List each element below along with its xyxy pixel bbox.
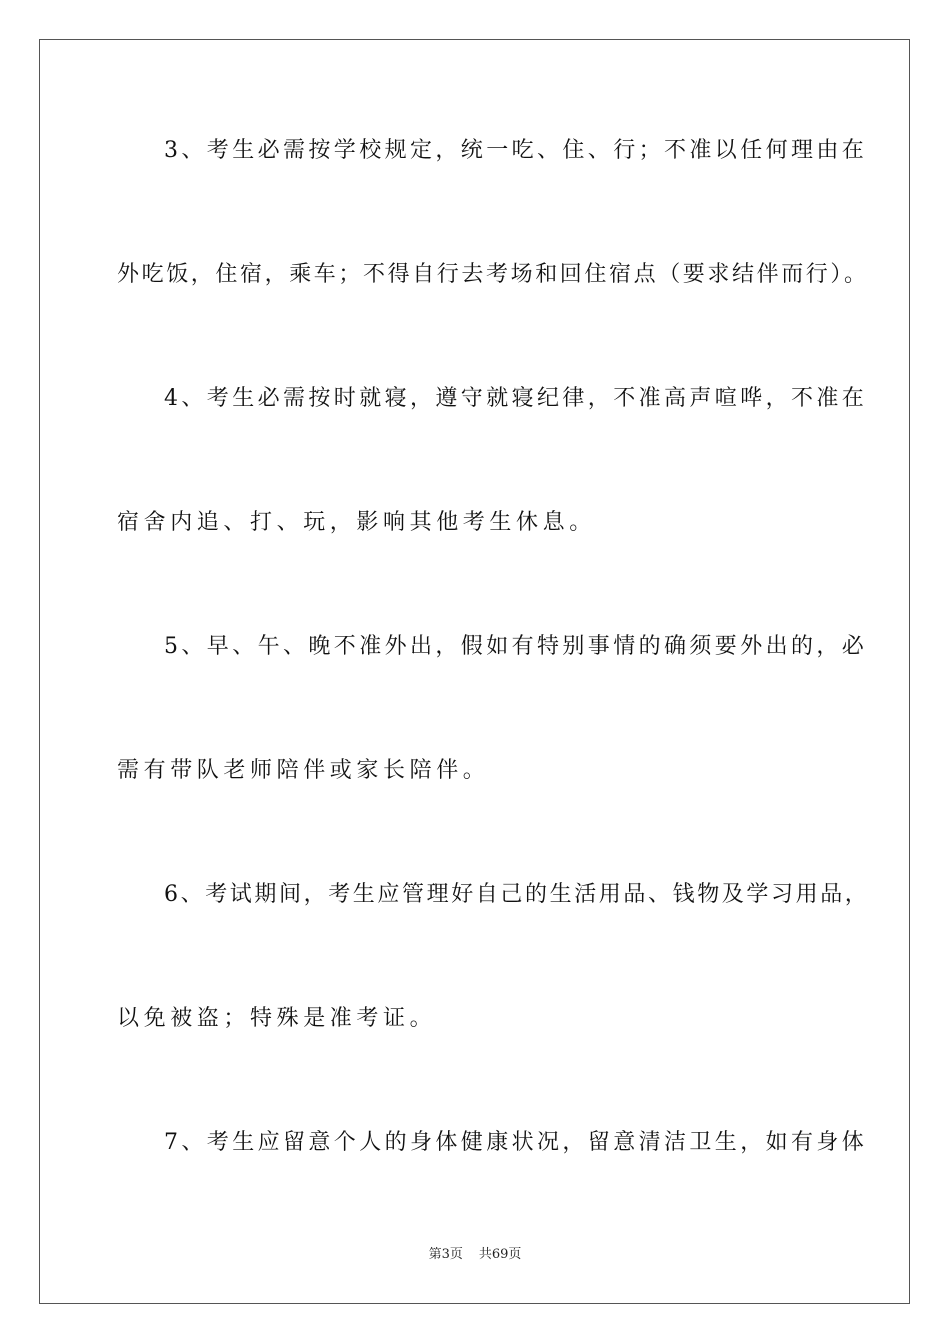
page-number: 第3页 [428, 1247, 463, 1262]
page-footer [0, 1246, 950, 1264]
page-total: 共69页 [478, 1247, 522, 1262]
paragraph-5-line-1: 5、早、午、晚不准外出，假如有特别事情的确须要外出的，必 [164, 634, 868, 659]
paragraph-6-line-1: 6、考试期间，考生应管理好自己的生活用品、钱物及学习用品， [164, 882, 870, 907]
paragraph-4-line-2: 宿舍内追、打、玩，影响其他考生休息。 [117, 510, 596, 535]
paragraph-7-line-1: 7、考生应留意个人的身体健康状况，留意清洁卫生，如有身体 [164, 1130, 868, 1155]
paragraph-6-line-2: 以免被盗；特殊是准考证。 [117, 1006, 437, 1031]
paragraph-3-line-1: 3、考生必需按学校规定，统一吃、住、行；不准以任何理由在 [164, 138, 868, 163]
paragraph-4-line-1: 4、考生必需按时就寝，遵守就寝纪律，不准高声喧哗，不准在 [164, 386, 868, 411]
paragraph-5-line-2: 需有带队老师陪伴或家长陪伴。 [117, 758, 490, 783]
page-border [39, 39, 910, 1304]
paragraph-3-line-2: 外吃饭，住宿，乘车；不得自行去考场和回住宿点（要求结伴而行）。 [117, 262, 869, 287]
